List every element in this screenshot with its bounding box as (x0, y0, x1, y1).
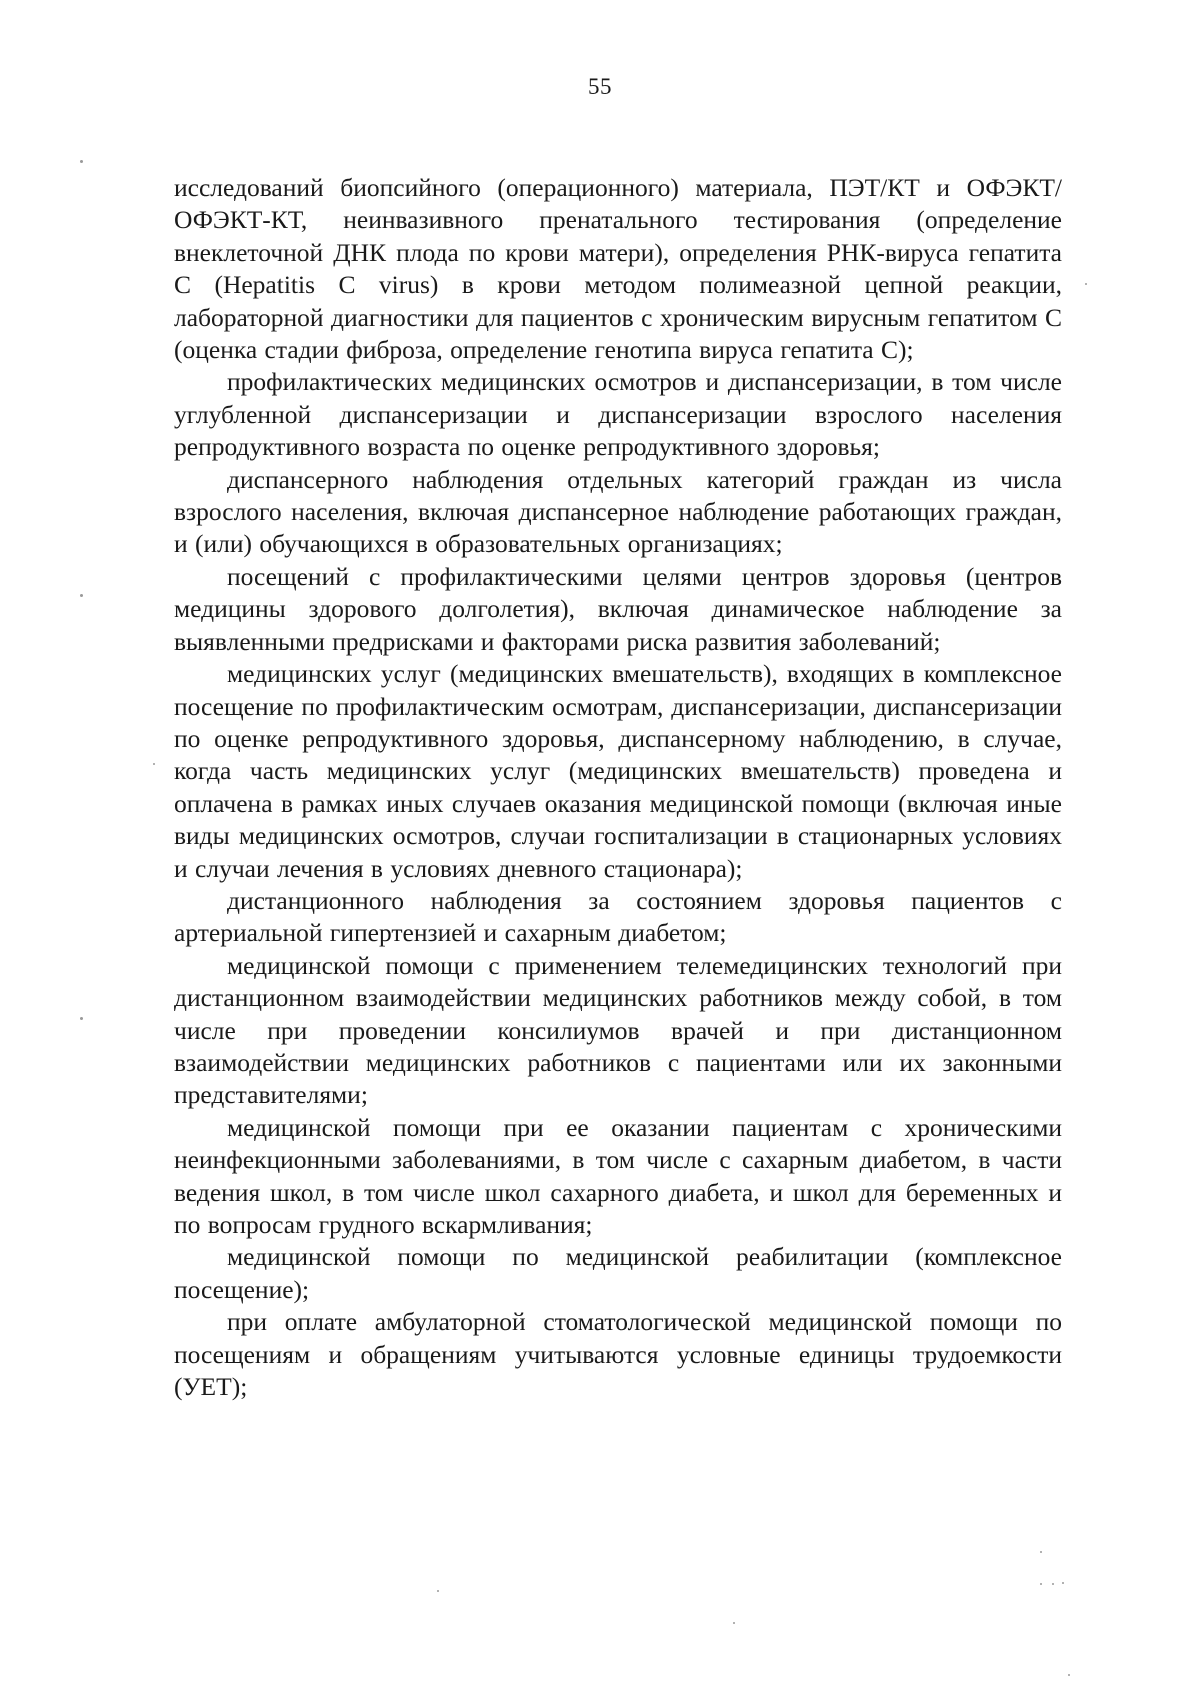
scan-speck (1062, 1582, 1064, 1584)
paragraph: диспансерного наблюдения отдельных категорий граждан из числа взрослого населения, включая диспансерное наблюдение работающих граждан, и (или) обучающихся в образовательных организациях; (174, 464, 1062, 559)
scan-speck (153, 763, 155, 765)
paragraph: медицинской помощи при ее оказании пациентам с хроническими неинфекционными заболеваниями, в том числе с сахарным диабетом, в части ведения школ, в том числе школ сахарного диабета, и школ для беременных и по вопросам грудного вскармливания; (174, 1112, 1062, 1239)
scan-speck (1040, 1551, 1042, 1553)
paragraph: посещений с профилактическими целями центров здоровья (центров медицины здорового долголетия), включая динамическое наблюдение за выявленными предрисками и факторами риска развития заболеваний; (174, 561, 1062, 656)
paragraph: профилактических медицинских осмотров и диспансеризации, в том числе углубленной диспансеризации и диспансеризации взрослого населения репродуктивного возраста по оценке репродуктивного здоровья; (174, 367, 1062, 462)
scan-speck (1068, 1674, 1070, 1676)
scan-speck (1040, 1583, 1042, 1585)
paragraph: медицинской помощи по медицинской реабилитации (комплексное посещение); (174, 1242, 1062, 1304)
document-body (174, 172, 1062, 1403)
scan-speck (80, 1017, 83, 1020)
page-number: 55 (588, 74, 612, 99)
paragraph-continuation: исследований биопсийного (операционного) материала, ПЭТ/КТ и ОФЭКТ/ОФЭКТ-КТ, неинвазивного пренатального тестирования (определение внеклеточной ДНК плода по крови матери), определения РНК-вируса гепатита С (Hepatitis C virus) в крови методом полимеазной цепной реакции, лабораторной диагностики для пациентов с хроническим вирусным гепатитом С (оценка стадии фиброза, определение генотипа вируса гепатита С); (174, 173, 1062, 365)
scan-speck (80, 594, 83, 597)
scan-speck (80, 160, 83, 163)
scan-speck (1085, 283, 1087, 285)
scan-speck (733, 1622, 735, 1624)
paragraph: при оплате амбулаторной стоматологической медицинской помощи по посещениям и обращениям учитываются условные единицы трудоемкости (УЕТ); (174, 1307, 1062, 1402)
paragraph: медицинской помощи с применением телемедицинских технологий при дистанционном взаимодействии медицинских работников между собой, в том числе при проведении консилиумов врачей и при дистанционном взаимодействии медицинских работников с пациентами или их законными представителями; (174, 950, 1062, 1110)
scan-speck (1052, 1583, 1054, 1585)
scan-speck (437, 1590, 439, 1592)
paragraph: дистанционного наблюдения за состоянием здоровья пациентов с артериальной гипертензией и сахарным диабетом; (174, 885, 1062, 948)
paragraph: медицинских услуг (медицинских вмешательств), входящих в комплексное посещение по профилактическим осмотрам, диспансеризации, диспансеризации по оценке репродуктивного здоровья, диспансерному наблюдению, в случае, когда часть медицинских услуг (медицинских вмешательств) проведена и оплачена в рамках иных случаев оказания медицинской помощи (включая иные виды медицинских осмотров, случаи госпитализации в стационарных условиях и случаи лечения в условиях дневного стационара); (174, 659, 1062, 883)
